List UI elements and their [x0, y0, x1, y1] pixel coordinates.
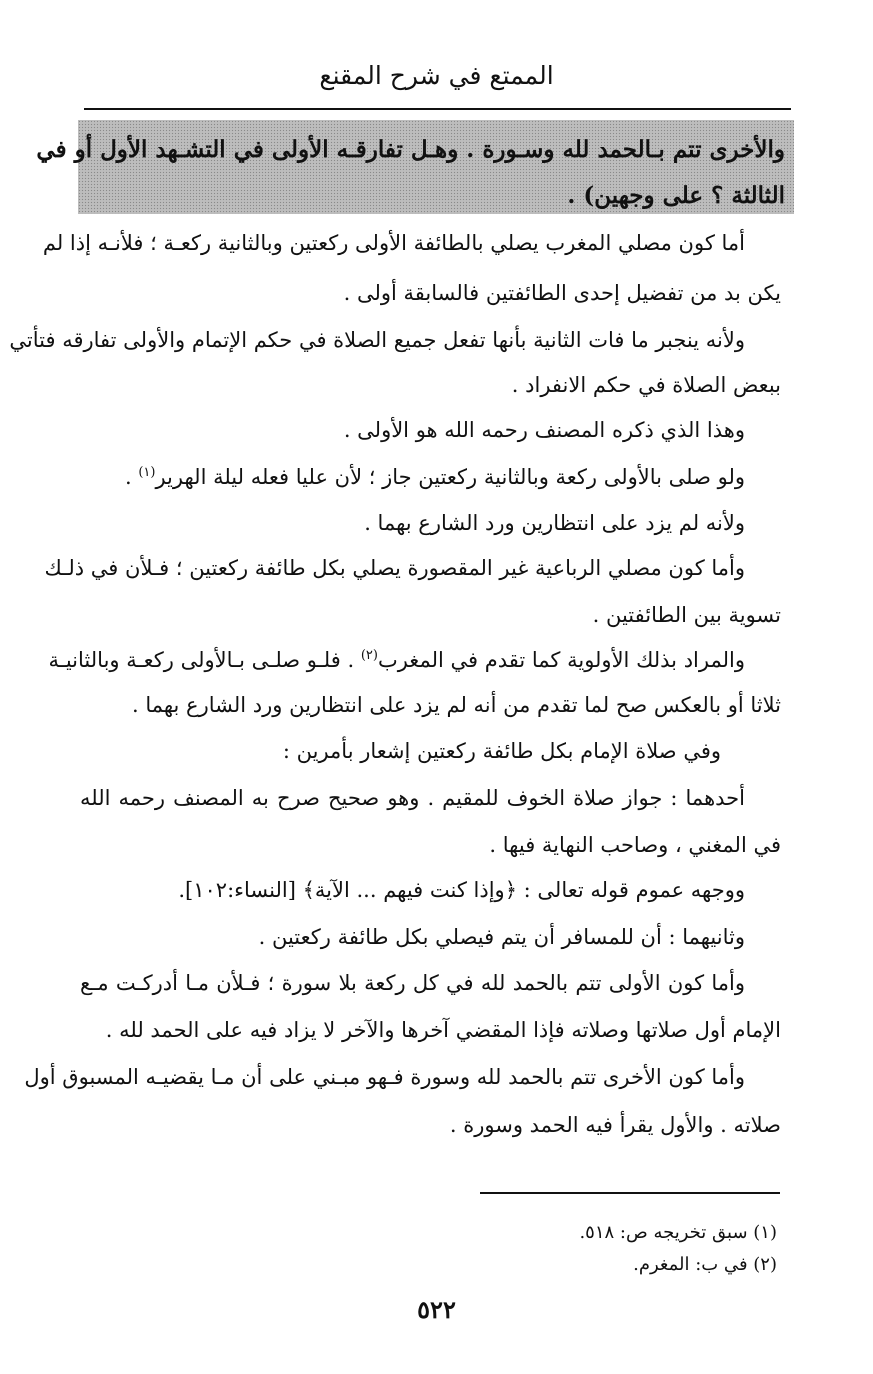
- matn-text-line-1: والأخرى تتم بـالحمد لله وسـورة . وهـل تفارقـه الأولى في التشـهد الأول أو في: [36, 136, 785, 163]
- paragraph-line: الإمام أول صلاتها وصلاته فإذا المقضي آخرها والآخر لا يزاد فيه على الحمد لله .: [105, 1018, 781, 1042]
- paragraph-line: وأما كون الأخرى تتم بالحمد لله وسورة فـهو مبـني على أن مـا يقضيـه المسبوق أول: [24, 1065, 745, 1089]
- paragraph-line: ثلاثا أو بالعكس صح لما تقدم من أنه لم يزد على انتظارين ورد الشارع بهما .: [131, 693, 781, 717]
- page-number: ٥٢٢: [417, 1295, 456, 1324]
- paragraph-text: والمراد بذلك الأولوية كما تقدم في المغرب: [377, 648, 745, 672]
- paragraph-line-with-footnote: [125, 462, 745, 492]
- paragraph-text-tail: . فلـو صلـى بـالأولى ركعـة وبالثانيـة: [48, 648, 361, 672]
- header-divider: [84, 108, 791, 110]
- paragraph-line-with-footnote: [48, 645, 745, 675]
- running-header-title: الممتع في شرح المقنع: [319, 61, 554, 90]
- matn-text-line-2: الثالثة ؟ على وجهين) .: [567, 182, 785, 209]
- paragraph-line: وأما كون الأولى تتم بالحمد لله في كل ركعة بلا سورة ؛ فـلأن مـا أدركـت مـع: [80, 971, 745, 995]
- quran-citation-line: ووجهه عموم قوله تعالى : ﴿وإذا كنت فيهم ... الآية﴾ [النساء:١٠٢].: [178, 878, 745, 902]
- paragraph-line: أحدهما : جواز صلاة الخوف للمقيم . وهو صحيح صرح به المصنف رحمه الله: [80, 786, 745, 810]
- footnote-reference: (٢): [360, 648, 378, 663]
- paragraph-text-tail: .: [124, 465, 139, 489]
- paragraph-line: في المغني ، وصاحب النهاية فيها .: [489, 833, 781, 857]
- paragraph-line: وثانيهما : أن للمسافر أن يتم فيصلي بكل طائفة ركعتين .: [258, 925, 745, 949]
- paragraph-line: تسوية بين الطائفتين .: [592, 603, 781, 627]
- footnote-1: (١) سبق تخريجه ص: ٥١٨.: [579, 1222, 777, 1243]
- paragraph-line: يكن بد من تفضيل إحدى الطائفتين فالسابقة أولى .: [343, 281, 781, 305]
- paragraph-line: ولأنه لم يزد على انتظارين ورد الشارع بهما .: [364, 511, 745, 535]
- paragraph-line: ولأنه ينجبر ما فات الثانية بأنها تفعل جميع الصلاة في حكم الإتمام والأولى تفارقه فتأتي: [9, 328, 745, 352]
- footnote-reference: (١): [138, 465, 156, 480]
- paragraph-line: ببعض الصلاة في حكم الانفراد .: [511, 373, 781, 397]
- paragraph-line: وفي صلاة الإمام بكل طائفة ركعتين إشعار بأمرين :: [282, 739, 721, 763]
- footnote-divider: [480, 1192, 780, 1194]
- footnote-2: (٢) في ب: المغرم.: [633, 1254, 777, 1275]
- paragraph-line: وهذا الذي ذكره المصنف رحمه الله هو الأولى .: [343, 418, 745, 442]
- paragraph-line: صلاته . والأول يقرأ فيه الحمد وسورة .: [449, 1113, 781, 1137]
- paragraph-line: وأما كون مصلي الرباعية غير المقصورة يصلي بكل طائفة ركعتين ؛ فـلأن في ذلـك: [44, 556, 745, 580]
- paragraph-line: أما كون مصلي المغرب يصلي بالطائفة الأولى ركعتين وبالثانية ركعـة ؛ فلأنـه إذا لم: [42, 231, 745, 255]
- paragraph-text: ولو صلى بالأولى ركعة وبالثانية ركعتين جاز ؛ لأن عليا فعله ليلة الهرير: [155, 465, 745, 489]
